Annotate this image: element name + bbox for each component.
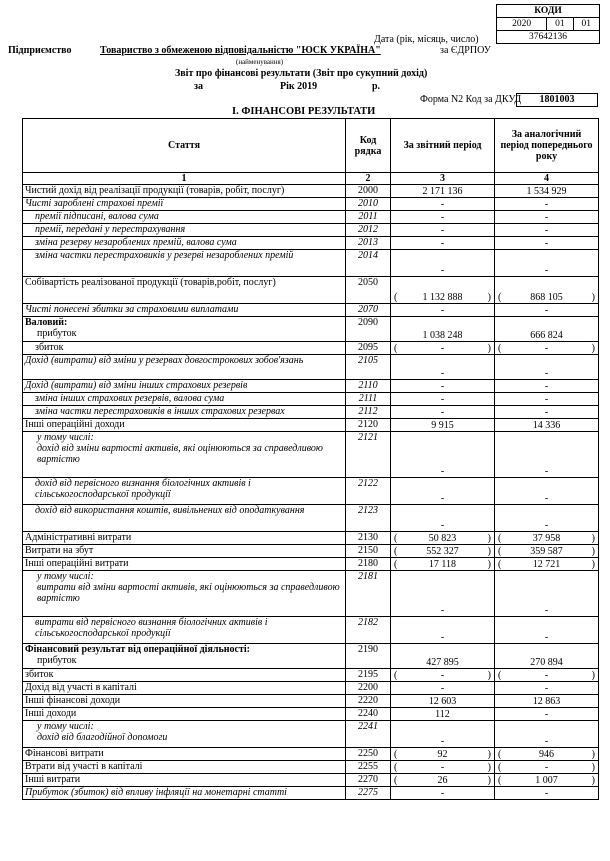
table-row xyxy=(23,380,599,393)
table-row xyxy=(23,355,599,380)
row-label: Витрати на збут xyxy=(23,545,346,558)
row-code: 2190 xyxy=(346,644,391,669)
row-code: 2270 xyxy=(346,774,391,787)
row-code: 2095 xyxy=(346,342,391,355)
value-current: - xyxy=(391,406,495,419)
value-current: ( 1 132 888 ) xyxy=(391,277,495,304)
row-code: 2050 xyxy=(346,277,391,304)
col-number: 3 xyxy=(391,173,495,185)
date-label: Дата (рік, місяць, число) xyxy=(374,34,479,45)
table-row xyxy=(23,211,599,224)
row-label: Прибуток (збиток) від впливу інфляції на монетарні статті xyxy=(23,787,346,800)
col-header-code: Код рядка xyxy=(346,119,391,173)
edrpou-label: за ЄДРПОУ xyxy=(440,45,491,56)
row-code: 2000 xyxy=(346,185,391,198)
row-code: 2070 xyxy=(346,304,391,317)
table-row xyxy=(23,393,599,406)
form-label: Форма N2 Код за ДКУД xyxy=(420,94,522,105)
value-previous: 270 894 xyxy=(495,644,599,669)
report-title: Звіт про фінансові результати (Звіт про сукупний дохід) xyxy=(175,68,428,79)
value-current: - xyxy=(391,432,495,478)
row-code: 2123 xyxy=(346,505,391,532)
value-current: ( 26 ) xyxy=(391,774,495,787)
table-row xyxy=(23,682,599,695)
table-row xyxy=(23,644,599,669)
row-label: зміна резерву незароблених премій, валова сума xyxy=(23,237,346,250)
value-previous: - xyxy=(495,787,599,800)
value-previous: ( - ) xyxy=(495,761,599,774)
value-previous: - xyxy=(495,682,599,695)
value-previous: ( - ) xyxy=(495,669,599,682)
row-label: дохід від використання коштів, вивільнених від оподаткування xyxy=(23,505,346,532)
value-previous: 1 534 929 xyxy=(495,185,599,198)
value-previous: - xyxy=(495,211,599,224)
table-row xyxy=(23,478,599,505)
row-label: Дохід від участі в капіталі xyxy=(23,682,346,695)
table-row xyxy=(23,237,599,250)
value-current: ( - ) xyxy=(391,761,495,774)
section-title: I. ФІНАНСОВІ РЕЗУЛЬТАТИ xyxy=(232,106,376,117)
table-row xyxy=(23,250,599,277)
value-previous: - xyxy=(495,380,599,393)
row-label-sub: прибуток xyxy=(37,328,77,339)
value-current: - xyxy=(391,682,495,695)
row-label: Втрати від участі в капіталі xyxy=(23,761,346,774)
value-previous: - xyxy=(495,250,599,277)
col-header-previous: За аналогічний період попереднього року xyxy=(495,119,599,173)
date-day: 01 xyxy=(573,18,599,31)
value-previous: ( 1 007 ) xyxy=(495,774,599,787)
value-previous: - xyxy=(495,393,599,406)
row-label xyxy=(23,317,346,342)
row-code: 2180 xyxy=(346,558,391,571)
value-previous: - xyxy=(495,355,599,380)
row-code: 2195 xyxy=(346,669,391,682)
row-code: 2112 xyxy=(346,406,391,419)
row-label: Інші фінансові доходи xyxy=(23,695,346,708)
za-label: за xyxy=(194,81,204,92)
table-row xyxy=(23,787,599,800)
col-number: 2 xyxy=(346,173,391,185)
table-row xyxy=(23,406,599,419)
row-code: 2250 xyxy=(346,748,391,761)
value-previous: - xyxy=(495,721,599,748)
table-row xyxy=(23,558,599,571)
value-current: - xyxy=(391,617,495,644)
financial-results-table xyxy=(22,118,599,800)
table-row xyxy=(23,432,599,478)
table-row xyxy=(23,342,599,355)
period-suffix: р. xyxy=(372,81,381,92)
dkud-code: 1801003 xyxy=(516,93,598,107)
row-code: 2011 xyxy=(346,211,391,224)
row-code: 2181 xyxy=(346,571,391,617)
value-previous: ( 946 ) xyxy=(495,748,599,761)
row-code: 2130 xyxy=(346,532,391,545)
codes-box xyxy=(496,4,600,44)
row-label: дохід від первісного визнання біологічних активів і сільськогосподарської продукції xyxy=(23,478,346,505)
value-current: - xyxy=(391,211,495,224)
value-previous: 12 863 xyxy=(495,695,599,708)
table-row xyxy=(23,721,599,748)
table-row xyxy=(23,617,599,644)
value-current: - xyxy=(391,721,495,748)
row-label-heading: у тому числі: xyxy=(37,721,94,732)
row-code: 2090 xyxy=(346,317,391,342)
row-code: 2120 xyxy=(346,419,391,432)
row-label: зміна частки перестраховиків у резерві незароблених премій xyxy=(23,250,346,277)
row-label-heading: Фінансовий результат від операційної діяльності: xyxy=(25,644,250,655)
name-hint: (найменування) xyxy=(236,58,284,66)
row-label: премії, передані у перестрахування xyxy=(23,224,346,237)
row-code: 2275 xyxy=(346,787,391,800)
row-label: Інші доходи xyxy=(23,708,346,721)
value-previous: ( 359 587 ) xyxy=(495,545,599,558)
row-label: Адміністративні витрати xyxy=(23,532,346,545)
value-previous: - xyxy=(495,708,599,721)
row-code: 2105 xyxy=(346,355,391,380)
edrpou-code: 37642136 xyxy=(497,31,600,44)
value-current: 2 171 136 xyxy=(391,185,495,198)
table-row xyxy=(23,505,599,532)
col-number: 1 xyxy=(23,173,346,185)
value-previous: - xyxy=(495,224,599,237)
value-current: - xyxy=(391,250,495,277)
col-number: 4 xyxy=(495,173,599,185)
value-current: - xyxy=(391,224,495,237)
row-label xyxy=(23,644,346,669)
row-label-sub: дохід від благодійної допомоги xyxy=(37,732,168,743)
row-code: 2255 xyxy=(346,761,391,774)
value-previous: ( - ) xyxy=(495,342,599,355)
value-previous: - xyxy=(495,617,599,644)
table-row xyxy=(23,695,599,708)
row-code: 2012 xyxy=(346,224,391,237)
table-row xyxy=(23,224,599,237)
row-label-sub: дохід від зміни вартості активів, які оцінюються за справедливою вартістю xyxy=(37,443,323,465)
row-label: Дохід (витрати) від зміни інших страхових резервів xyxy=(23,380,346,393)
value-current: 12 603 xyxy=(391,695,495,708)
row-code: 2111 xyxy=(346,393,391,406)
value-previous: - xyxy=(495,505,599,532)
value-current: - xyxy=(391,571,495,617)
row-code: 2121 xyxy=(346,432,391,478)
value-previous: - xyxy=(495,571,599,617)
value-previous: - xyxy=(495,406,599,419)
value-current: - xyxy=(391,304,495,317)
row-label: зміна інших страхових резервів, валова сума xyxy=(23,393,346,406)
date-month: 01 xyxy=(547,18,573,31)
value-current: ( - ) xyxy=(391,669,495,682)
value-current: ( 92 ) xyxy=(391,748,495,761)
row-code: 2122 xyxy=(346,478,391,505)
value-current: - xyxy=(391,355,495,380)
row-label-heading: у тому числі: xyxy=(37,571,94,582)
period: Рік 2019 xyxy=(280,81,318,92)
row-label: премії підписані, валова сума xyxy=(23,211,346,224)
row-label-heading: у тому числі: xyxy=(37,432,94,443)
enterprise-label: Підприємство xyxy=(8,45,72,56)
value-previous: - xyxy=(495,237,599,250)
value-current: - xyxy=(391,393,495,406)
value-current: - xyxy=(391,478,495,505)
row-code: 2014 xyxy=(346,250,391,277)
value-current: 112 xyxy=(391,708,495,721)
value-current: - xyxy=(391,505,495,532)
row-label: Дохід (витрати) від зміни у резервах довгострокових зобов'язань xyxy=(23,355,346,380)
col-header-article: Стаття xyxy=(23,119,346,173)
row-label: Собівартість реалізованої продукції (товарів,робіт, послуг) xyxy=(23,277,346,304)
table-row xyxy=(23,708,599,721)
value-previous: 14 336 xyxy=(495,419,599,432)
table-row xyxy=(23,304,599,317)
codes-title: КОДИ xyxy=(497,5,600,18)
table-row xyxy=(23,761,599,774)
row-label: Інші операційні доходи xyxy=(23,419,346,432)
value-previous: ( 12 721 ) xyxy=(495,558,599,571)
row-code: 2220 xyxy=(346,695,391,708)
value-current: 1 038 248 xyxy=(391,317,495,342)
value-previous: - xyxy=(495,198,599,211)
row-label: Інші операційні витрати xyxy=(23,558,346,571)
value-previous: ( 868 105 ) xyxy=(495,277,599,304)
row-label-heading: Валовий: xyxy=(25,317,68,328)
row-label-sub: прибуток xyxy=(37,655,77,666)
table-row xyxy=(23,317,599,342)
row-label: Фінансові витрати xyxy=(23,748,346,761)
row-code: 2010 xyxy=(346,198,391,211)
table-row xyxy=(23,669,599,682)
row-code: 2182 xyxy=(346,617,391,644)
row-label: Інші витрати xyxy=(23,774,346,787)
table-row xyxy=(23,277,599,304)
row-code: 2013 xyxy=(346,237,391,250)
value-current: ( 17 118 ) xyxy=(391,558,495,571)
table-row xyxy=(23,748,599,761)
value-current: ( 50 823 ) xyxy=(391,532,495,545)
row-label: Чистий дохід від реалізації продукції (товарів, робіт, послуг) xyxy=(23,185,346,198)
value-current: ( - ) xyxy=(391,342,495,355)
table-row xyxy=(23,419,599,432)
row-label-sub: витрати від зміни вартості активів, які оцінюються за справедливою вартістю xyxy=(37,582,340,604)
row-label: збиток xyxy=(23,342,346,355)
table-row xyxy=(23,545,599,558)
value-current: 9 915 xyxy=(391,419,495,432)
row-code: 2241 xyxy=(346,721,391,748)
row-code: 2110 xyxy=(346,380,391,393)
row-label: Чисті зароблені страхові премії xyxy=(23,198,346,211)
value-previous: - xyxy=(495,478,599,505)
date-year: 2020 xyxy=(497,18,547,31)
row-label: зміна частки перестраховиків в інших страхових резервах xyxy=(23,406,346,419)
value-current: - xyxy=(391,380,495,393)
value-previous: ( 37 958 ) xyxy=(495,532,599,545)
value-previous: - xyxy=(495,304,599,317)
value-current: - xyxy=(391,787,495,800)
table-row xyxy=(23,571,599,617)
value-previous: - xyxy=(495,432,599,478)
row-code: 2150 xyxy=(346,545,391,558)
value-current: - xyxy=(391,237,495,250)
table-row xyxy=(23,774,599,787)
table-row xyxy=(23,532,599,545)
value-current: - xyxy=(391,198,495,211)
enterprise-name: Товариство з обмеженою відповідальністю "ЮСК УКРАЇНА" xyxy=(100,45,381,56)
row-label xyxy=(23,721,346,748)
row-label: Чисті понесені збитки за страховими виплатами xyxy=(23,304,346,317)
table-row xyxy=(23,198,599,211)
col-header-current: За звітний період xyxy=(391,119,495,173)
value-current: 427 895 xyxy=(391,644,495,669)
table-row xyxy=(23,185,599,198)
value-current: ( 552 327 ) xyxy=(391,545,495,558)
row-code: 2200 xyxy=(346,682,391,695)
row-label xyxy=(23,432,346,478)
value-previous: 666 824 xyxy=(495,317,599,342)
row-code: 2240 xyxy=(346,708,391,721)
row-label: збиток xyxy=(23,669,346,682)
row-label xyxy=(23,571,346,617)
row-label: витрати від первісного визнання біологічних активів і сільськогосподарської продукції xyxy=(23,617,346,644)
